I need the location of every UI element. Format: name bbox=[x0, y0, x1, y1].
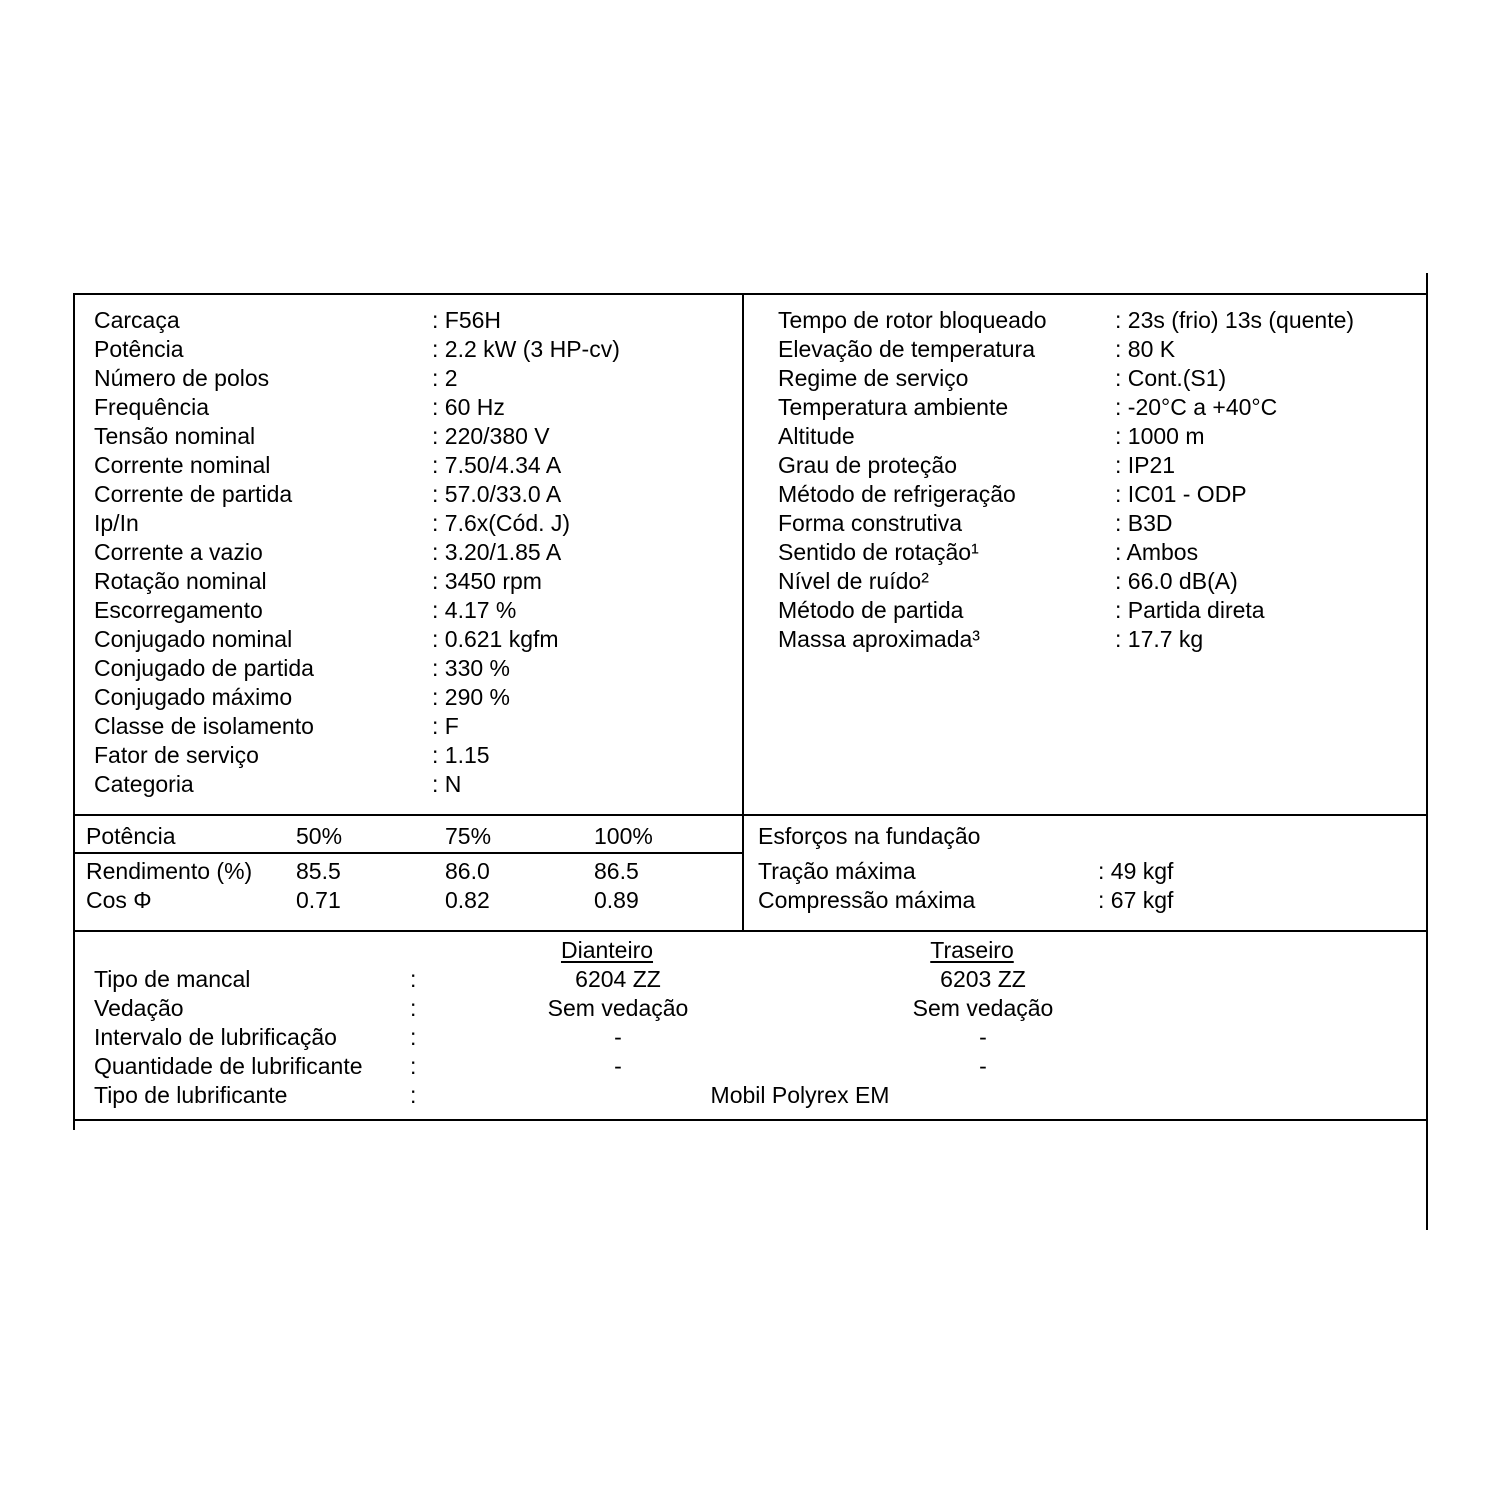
spec-value: : 220/380 V bbox=[432, 423, 550, 449]
bearing-colon: : bbox=[410, 1024, 417, 1050]
spec-value: : 1000 m bbox=[1115, 423, 1205, 449]
performance-cell: 0.82 bbox=[445, 887, 490, 913]
performance-cell: 86.0 bbox=[445, 858, 490, 884]
spec-value: : 23s (frio) 13s (quente) bbox=[1115, 307, 1355, 333]
bearing-rear-header: Traseiro bbox=[930, 937, 1014, 963]
spec-label: Conjugado máximo bbox=[94, 684, 293, 710]
performance-cell: 0.89 bbox=[594, 887, 639, 913]
performance-cell: 86.5 bbox=[594, 858, 639, 884]
frame-right-border bbox=[1426, 273, 1428, 1230]
spec-value: : 60 Hz bbox=[432, 394, 505, 420]
spec-value: : 80 K bbox=[1115, 336, 1176, 362]
spec-label: Altitude bbox=[778, 423, 855, 449]
spec-label: Tempo de rotor bloqueado bbox=[778, 307, 1047, 333]
bearing-colon: : bbox=[410, 995, 417, 1021]
frame-top-border bbox=[73, 293, 1428, 295]
bearing-front-value: 6204 ZZ bbox=[575, 966, 661, 992]
spec-value: : 2 bbox=[432, 365, 458, 391]
spec-label: Massa aproximada³ bbox=[778, 626, 980, 652]
spec-label: Potência bbox=[94, 336, 184, 362]
foundation-value: : 67 kgf bbox=[1098, 887, 1174, 913]
spec-value: : 2.2 kW (3 HP-cv) bbox=[432, 336, 620, 362]
spec-label: Elevação de temperatura bbox=[778, 336, 1035, 362]
bearing-label: Quantidade de lubrificante bbox=[94, 1053, 363, 1079]
spec-label: Nível de ruído² bbox=[778, 568, 929, 594]
performance-header-100: 100% bbox=[594, 823, 653, 849]
spec-value: : 17.7 kg bbox=[1115, 626, 1204, 652]
performance-section-bottom-border bbox=[73, 930, 1428, 932]
foundation-value: : 49 kgf bbox=[1098, 858, 1174, 884]
bearing-front-header: Dianteiro bbox=[560, 937, 654, 963]
spec-value: : N bbox=[432, 771, 462, 797]
bearing-label: Vedação bbox=[94, 995, 184, 1021]
spec-label: Conjugado nominal bbox=[94, 626, 293, 652]
bearing-colon: : bbox=[410, 966, 417, 992]
spec-value: : 290 % bbox=[432, 684, 510, 710]
spec-label: Carcaça bbox=[94, 307, 180, 333]
spec-value: : Cont.(S1) bbox=[1115, 365, 1227, 391]
foundation-label: Tração máxima bbox=[758, 858, 916, 884]
spec-value: : 66.0 dB(A) bbox=[1115, 568, 1238, 594]
spec-value: : 330 % bbox=[432, 655, 510, 681]
foundation-title: Esforços na fundação bbox=[758, 823, 981, 849]
spec-label: Frequência bbox=[94, 394, 210, 420]
bearing-label: Intervalo de lubrificação bbox=[94, 1024, 337, 1050]
bearing-rear-value: 6203 ZZ bbox=[940, 966, 1026, 992]
spec-value: : 4.17 % bbox=[432, 597, 517, 623]
spec-label: Número de polos bbox=[94, 365, 270, 391]
performance-row-label: Rendimento (%) bbox=[86, 858, 253, 884]
performance-cell: 85.5 bbox=[296, 858, 341, 884]
spec-label: Conjugado de partida bbox=[94, 655, 314, 681]
spec-label: Escorregamento bbox=[94, 597, 263, 623]
bearing-front-value: - bbox=[614, 1024, 622, 1050]
bearing-front-value: - bbox=[614, 1053, 622, 1079]
spec-value: : 0.621 kgfm bbox=[432, 626, 559, 652]
spec-label: Sentido de rotação¹ bbox=[778, 539, 979, 565]
performance-header-label: Potência bbox=[86, 823, 176, 849]
performance-row-label: Cos Φ bbox=[86, 887, 152, 913]
spec-value: : 57.0/33.0 A bbox=[432, 481, 562, 507]
spec-label: Categoria bbox=[94, 771, 194, 797]
spec-label: Corrente a vazio bbox=[94, 539, 263, 565]
spec-value: : Partida direta bbox=[1115, 597, 1265, 623]
bearing-label: Tipo de mancal bbox=[94, 966, 251, 992]
spec-value: : IP21 bbox=[1115, 452, 1176, 478]
spec-value: : 3.20/1.85 A bbox=[432, 539, 562, 565]
spec-label: Corrente nominal bbox=[94, 452, 271, 478]
spec-label: Rotação nominal bbox=[94, 568, 267, 594]
bearing-section-bottom-border bbox=[73, 1119, 1428, 1121]
spec-value: : B3D bbox=[1115, 510, 1173, 536]
spec-label: Método de refrigeração bbox=[778, 481, 1016, 507]
bearing-colon: : bbox=[410, 1082, 417, 1108]
bearing-colon: : bbox=[410, 1053, 417, 1079]
center-divider bbox=[742, 293, 744, 931]
spec-value: : 7.6x(Cód. J) bbox=[432, 510, 571, 536]
bearing-rear-value: - bbox=[979, 1053, 987, 1079]
bearing-front-value: Sem vedação bbox=[547, 995, 689, 1021]
spec-section-bottom-border bbox=[73, 814, 1428, 816]
foundation-label: Compressão máxima bbox=[758, 887, 976, 913]
spec-label: Corrente de partida bbox=[94, 481, 293, 507]
spec-value: : 1.15 bbox=[432, 742, 490, 768]
lubricant-type-label: Tipo de lubrificante bbox=[94, 1082, 288, 1108]
performance-header-border bbox=[73, 852, 743, 854]
spec-label: Grau de proteção bbox=[778, 452, 958, 478]
spec-value: : F bbox=[432, 713, 459, 739]
frame-left-border bbox=[73, 293, 75, 1130]
performance-header-75: 75% bbox=[445, 823, 492, 849]
performance-header-50: 50% bbox=[296, 823, 343, 849]
spec-label: Classe de isolamento bbox=[94, 713, 314, 739]
spec-value: : 3450 rpm bbox=[432, 568, 542, 594]
spec-label: Forma construtiva bbox=[778, 510, 963, 536]
spec-value: : -20°C a +40°C bbox=[1115, 394, 1278, 420]
lubricant-type-value: Mobil Polyrex EM bbox=[710, 1082, 890, 1108]
spec-label: Temperatura ambiente bbox=[778, 394, 1009, 420]
spec-label: Fator de serviço bbox=[94, 742, 259, 768]
spec-label: Tensão nominal bbox=[94, 423, 256, 449]
spec-label: Método de partida bbox=[778, 597, 964, 623]
spec-value: : Ambos bbox=[1115, 539, 1199, 565]
performance-cell: 0.71 bbox=[296, 887, 341, 913]
spec-value: : F56H bbox=[432, 307, 502, 333]
spec-label: Ip/In bbox=[94, 510, 139, 536]
spec-value: : 7.50/4.34 A bbox=[432, 452, 562, 478]
bearing-rear-value: - bbox=[979, 1024, 987, 1050]
spec-value: : IC01 - ODP bbox=[1115, 481, 1247, 507]
bearing-rear-value: Sem vedação bbox=[912, 995, 1054, 1021]
spec-label: Regime de serviço bbox=[778, 365, 969, 391]
